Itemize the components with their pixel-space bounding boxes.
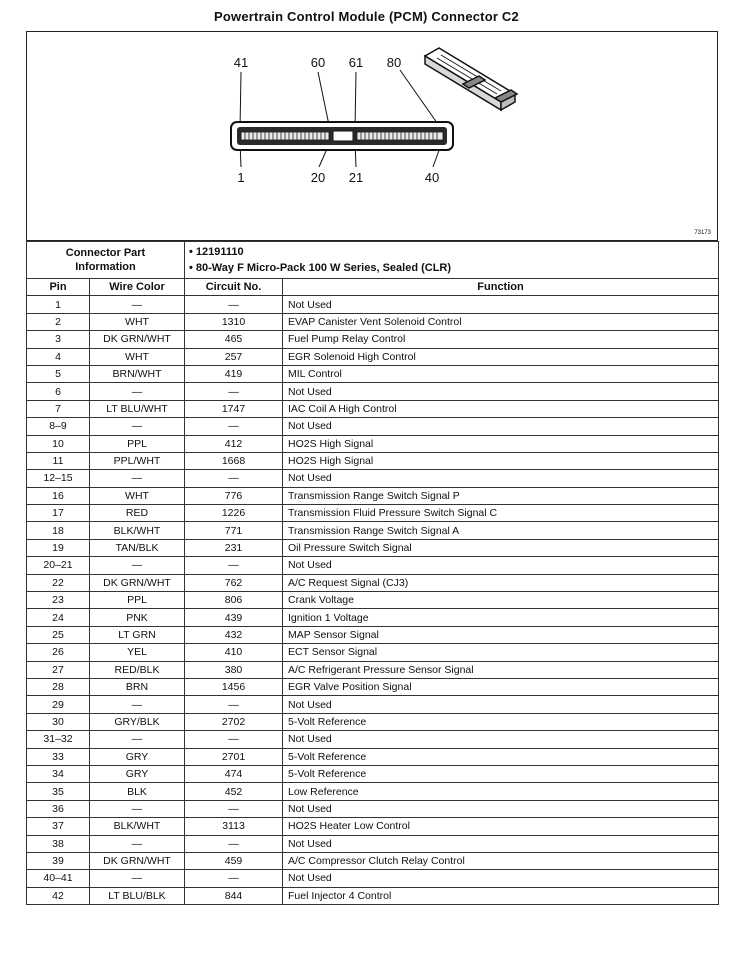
pin-cell: 22 <box>27 574 90 591</box>
function-cell: EGR Solenoid High Control <box>283 348 719 365</box>
wire-color-cell: BLK <box>90 783 185 800</box>
pin-cell: 8–9 <box>27 418 90 435</box>
circuit-no-cell: 3113 <box>185 818 283 835</box>
function-cell: Low Reference <box>283 783 719 800</box>
circuit-no-cell: 410 <box>185 644 283 661</box>
circuit-no-cell: 474 <box>185 765 283 782</box>
pin-cell: 5 <box>27 365 90 382</box>
wire-color-cell: YEL <box>90 644 185 661</box>
wire-color-cell: — <box>90 870 185 887</box>
pin-cell: 12–15 <box>27 470 90 487</box>
pin-label-20: 20 <box>310 170 326 185</box>
table-row <box>27 696 719 713</box>
circuit-no-cell: 2702 <box>185 713 283 730</box>
circuit-no-cell: — <box>185 418 283 435</box>
function-cell: Oil Pressure Switch Signal <box>283 539 719 556</box>
wire-color-cell: — <box>90 696 185 713</box>
circuit-no-cell: 844 <box>185 887 283 904</box>
wire-color-cell: DK GRN/WHT <box>90 331 185 348</box>
table-row <box>27 800 719 817</box>
pin-table-header <box>27 279 719 296</box>
connector-info-table <box>26 241 719 279</box>
pin-label-61: 61 <box>348 55 364 70</box>
table-row <box>27 852 719 869</box>
wire-color-cell: BLK/WHT <box>90 522 185 539</box>
column-header-function: Function <box>283 279 719 296</box>
pin-cell: 26 <box>27 644 90 661</box>
table-row <box>27 731 719 748</box>
circuit-no-cell: — <box>185 383 283 400</box>
column-header-wire-color: Wire Color <box>90 279 185 296</box>
table-row <box>27 418 719 435</box>
circuit-no-cell: 806 <box>185 592 283 609</box>
wire-color-cell: — <box>90 731 185 748</box>
table-row <box>27 783 719 800</box>
connector-description: • 80-Way F Micro-Pack 100 W Series, Sealed (CLR) <box>189 262 452 274</box>
wire-color-cell: — <box>90 296 185 313</box>
table-row <box>27 557 719 574</box>
function-cell: Not Used <box>283 383 719 400</box>
wire-color-cell: LT BLU/WHT <box>90 400 185 417</box>
table-row <box>27 383 719 400</box>
circuit-no-cell: 1668 <box>185 452 283 469</box>
table-row <box>27 348 719 365</box>
wire-color-cell: — <box>90 418 185 435</box>
function-cell: Not Used <box>283 800 719 817</box>
pin-cell: 18 <box>27 522 90 539</box>
function-cell: Transmission Fluid Pressure Switch Signal C <box>283 505 719 522</box>
column-header-pin: Pin <box>27 279 90 296</box>
table-row <box>27 887 719 904</box>
leader-lines <box>240 70 442 167</box>
pin-label-1: 1 <box>237 170 245 185</box>
circuit-no-cell: 1310 <box>185 313 283 330</box>
connector-info-label-line1: Connector Part <box>65 247 146 259</box>
function-cell: 5-Volt Reference <box>283 748 719 765</box>
wire-color-cell: BLK/WHT <box>90 818 185 835</box>
connector-part-number: • 12191110 <box>189 246 244 258</box>
circuit-no-cell: — <box>185 731 283 748</box>
pin-cell: 2 <box>27 313 90 330</box>
table-row <box>27 609 719 626</box>
function-cell: HO2S High Signal <box>283 452 719 469</box>
pin-cell: 31–32 <box>27 731 90 748</box>
circuit-no-cell: 1747 <box>185 400 283 417</box>
pin-label-60: 60 <box>310 55 326 70</box>
table-row <box>27 452 719 469</box>
pin-cell: 34 <box>27 765 90 782</box>
pin-cell: 36 <box>27 800 90 817</box>
circuit-no-cell: — <box>185 800 283 817</box>
connector-diagram <box>27 32 717 240</box>
table-row <box>27 818 719 835</box>
connector-body <box>231 122 453 150</box>
table-row <box>27 400 719 417</box>
pin-cell: 11 <box>27 452 90 469</box>
function-cell: Transmission Range Switch Signal A <box>283 522 719 539</box>
wire-color-cell: BRN <box>90 678 185 695</box>
pin-label-21: 21 <box>348 170 364 185</box>
wire-color-cell: RED/BLK <box>90 661 185 678</box>
table-row <box>27 435 719 452</box>
pin-cell: 20–21 <box>27 557 90 574</box>
table-row <box>27 661 719 678</box>
figure-id: 73173 <box>694 230 711 236</box>
circuit-no-cell: — <box>185 870 283 887</box>
pin-cell: 10 <box>27 435 90 452</box>
wire-color-cell: PPL <box>90 592 185 609</box>
function-cell: Not Used <box>283 470 719 487</box>
function-cell: A/C Compressor Clutch Relay Control <box>283 852 719 869</box>
connector-info-label-line2: Information <box>75 261 136 273</box>
function-cell: A/C Refrigerant Pressure Sensor Signal <box>283 661 719 678</box>
page-title: Powertrain Control Module (PCM) Connector C2 <box>214 9 519 24</box>
pin-cell: 42 <box>27 887 90 904</box>
pin-cell: 1 <box>27 296 90 313</box>
pin-cell: 28 <box>27 678 90 695</box>
function-cell: Ignition 1 Voltage <box>283 609 719 626</box>
circuit-no-cell: 412 <box>185 435 283 452</box>
circuit-no-cell: 465 <box>185 331 283 348</box>
function-cell: Fuel Pump Relay Control <box>283 331 719 348</box>
pin-cell: 4 <box>27 348 90 365</box>
table-row <box>27 470 719 487</box>
pin-cell: 3 <box>27 331 90 348</box>
function-cell: Transmission Range Switch Signal P <box>283 487 719 504</box>
function-cell: IAC Coil A High Control <box>283 400 719 417</box>
table-row <box>27 574 719 591</box>
circuit-no-cell: 762 <box>185 574 283 591</box>
circuit-no-cell: 776 <box>185 487 283 504</box>
wire-color-cell: RED <box>90 505 185 522</box>
function-cell: 5-Volt Reference <box>283 713 719 730</box>
function-cell: Not Used <box>283 731 719 748</box>
table-row <box>27 539 719 556</box>
wire-color-cell: GRY <box>90 748 185 765</box>
circuit-no-cell: — <box>185 557 283 574</box>
circuit-no-cell: — <box>185 296 283 313</box>
pin-cell: 23 <box>27 592 90 609</box>
table-row <box>27 487 719 504</box>
table-row <box>27 713 719 730</box>
pin-cell: 29 <box>27 696 90 713</box>
wire-color-cell: LT BLU/BLK <box>90 887 185 904</box>
wire-color-cell: PNK <box>90 609 185 626</box>
connector-info-values <box>185 242 719 279</box>
column-header-circuit-no: Circuit No. <box>185 279 283 296</box>
pin-cell: 33 <box>27 748 90 765</box>
table-row <box>27 626 719 643</box>
wire-color-cell: GRY/BLK <box>90 713 185 730</box>
table-row <box>27 870 719 887</box>
circuit-no-cell: 231 <box>185 539 283 556</box>
function-cell: EVAP Canister Vent Solenoid Control <box>283 313 719 330</box>
circuit-no-cell: 459 <box>185 852 283 869</box>
function-cell: Not Used <box>283 870 719 887</box>
wire-color-cell: TAN/BLK <box>90 539 185 556</box>
wire-color-cell: — <box>90 557 185 574</box>
function-cell: HO2S Heater Low Control <box>283 818 719 835</box>
pin-cell: 24 <box>27 609 90 626</box>
function-cell: Crank Voltage <box>283 592 719 609</box>
wire-color-cell: PPL/WHT <box>90 452 185 469</box>
function-cell: Fuel Injector 4 Control <box>283 887 719 904</box>
function-cell: Not Used <box>283 696 719 713</box>
circuit-no-cell: 452 <box>185 783 283 800</box>
table-row <box>27 678 719 695</box>
function-cell: Not Used <box>283 296 719 313</box>
table-row <box>27 644 719 661</box>
circuit-no-cell: 771 <box>185 522 283 539</box>
function-cell: ECT Sensor Signal <box>283 644 719 661</box>
circuit-no-cell: 380 <box>185 661 283 678</box>
pin-label-40: 40 <box>424 170 440 185</box>
connector-figure <box>26 31 718 241</box>
function-cell: EGR Valve Position Signal <box>283 678 719 695</box>
function-cell: Not Used <box>283 835 719 852</box>
pin-cell: 35 <box>27 783 90 800</box>
table-row <box>27 592 719 609</box>
circuit-no-cell: 2701 <box>185 748 283 765</box>
circuit-no-cell: 419 <box>185 365 283 382</box>
function-cell: Not Used <box>283 418 719 435</box>
function-cell: A/C Request Signal (CJ3) <box>283 574 719 591</box>
pin-cell: 19 <box>27 539 90 556</box>
table-row <box>27 331 719 348</box>
circuit-no-cell: — <box>185 470 283 487</box>
wire-color-cell: WHT <box>90 487 185 504</box>
pin-cell: 16 <box>27 487 90 504</box>
pin-cell: 27 <box>27 661 90 678</box>
pin-cell: 38 <box>27 835 90 852</box>
table-row <box>27 835 719 852</box>
pin-cell: 7 <box>27 400 90 417</box>
pin-cell: 40–41 <box>27 870 90 887</box>
table-row <box>27 765 719 782</box>
connector-info-label <box>27 242 185 279</box>
table-row <box>27 365 719 382</box>
table-row <box>27 313 719 330</box>
circuit-no-cell: 439 <box>185 609 283 626</box>
wire-color-cell: DK GRN/WHT <box>90 852 185 869</box>
pin-table-body <box>27 296 719 905</box>
function-cell: MIL Control <box>283 365 719 382</box>
wire-color-cell: WHT <box>90 348 185 365</box>
function-cell: HO2S High Signal <box>283 435 719 452</box>
wire-color-cell: BRN/WHT <box>90 365 185 382</box>
function-cell: 5-Volt Reference <box>283 765 719 782</box>
pin-cell: 37 <box>27 818 90 835</box>
function-cell: Not Used <box>283 557 719 574</box>
pin-cell: 17 <box>27 505 90 522</box>
pin-table <box>26 278 719 905</box>
pin-cell: 6 <box>27 383 90 400</box>
circuit-no-cell: 257 <box>185 348 283 365</box>
wire-color-cell: — <box>90 800 185 817</box>
wire-color-cell: — <box>90 470 185 487</box>
wire-color-cell: DK GRN/WHT <box>90 574 185 591</box>
wire-color-cell: PPL <box>90 435 185 452</box>
wire-color-cell: LT GRN <box>90 626 185 643</box>
circuit-no-cell: — <box>185 696 283 713</box>
wire-color-cell: — <box>90 835 185 852</box>
connector-side-view <box>425 48 517 110</box>
pin-cell: 25 <box>27 626 90 643</box>
wire-color-cell: WHT <box>90 313 185 330</box>
pin-label-41: 41 <box>233 55 249 70</box>
pin-cell: 30 <box>27 713 90 730</box>
circuit-no-cell: 1456 <box>185 678 283 695</box>
pin-label-80: 80 <box>386 55 402 70</box>
table-row <box>27 505 719 522</box>
function-cell: MAP Sensor Signal <box>283 626 719 643</box>
wire-color-cell: GRY <box>90 765 185 782</box>
circuit-no-cell: 1226 <box>185 505 283 522</box>
table-row <box>27 748 719 765</box>
pin-cell: 39 <box>27 852 90 869</box>
wire-color-cell: — <box>90 383 185 400</box>
circuit-no-cell: — <box>185 835 283 852</box>
table-row <box>27 296 719 313</box>
table-row <box>27 522 719 539</box>
circuit-no-cell: 432 <box>185 626 283 643</box>
